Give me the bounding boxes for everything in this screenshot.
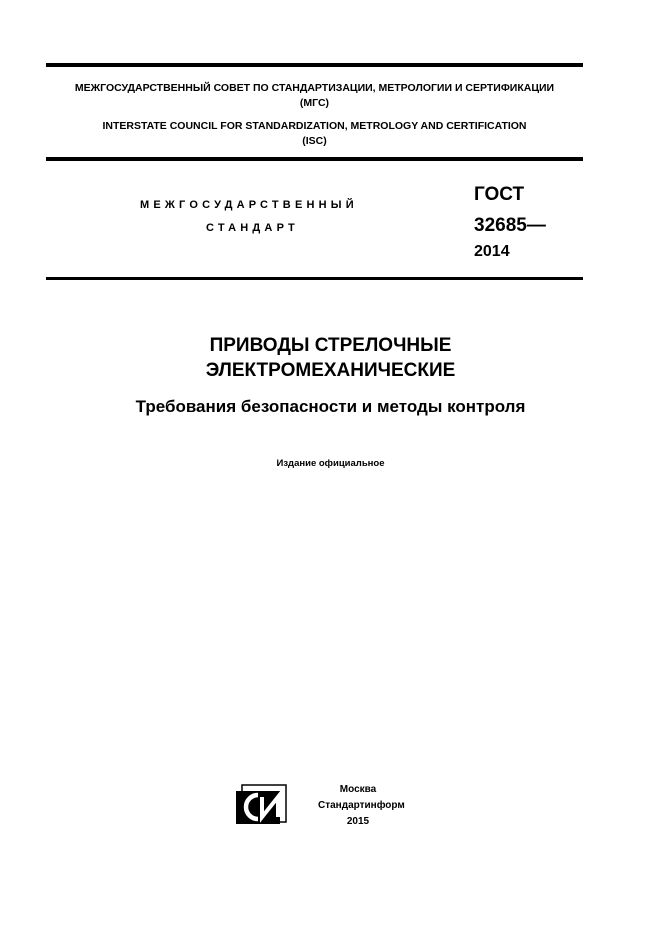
publisher-block [318, 782, 405, 830]
title-line2: ЭЛЕКТРОМЕХАНИЧЕСКИЕ [205, 360, 456, 381]
document-title [0, 333, 661, 383]
council-ru-name: МЕЖГОСУДАРСТВЕННЫЙ СОВЕТ ПО СТАНДАРТИЗАЦИИ, МЕТРОЛОГИИ И СЕРТИФИКАЦИИ [74, 82, 555, 94]
council-ru [46, 81, 583, 111]
standard-type-line2: СТАНДАРТ [206, 222, 299, 234]
gost-year: 2014 [474, 243, 510, 260]
document-subtitle: Требования безопасности и методы контроля [135, 397, 526, 416]
publisher-city: Москва [339, 784, 377, 795]
standard-type-line1: МЕЖГОСУДАРСТВЕННЫЙ [140, 199, 358, 211]
title-line1: ПРИВОДЫ СТРЕЛОЧНЫЕ [209, 335, 452, 356]
top-rule [46, 63, 583, 67]
header-bottom-rule [46, 157, 583, 161]
council-en-abbr: (ISC) [302, 135, 327, 147]
edition-note: Издание официальное [276, 458, 385, 469]
gost-number: 32685— [474, 215, 546, 236]
standard-bottom-rule [46, 277, 583, 280]
gost-label: ГОСТ [474, 184, 525, 205]
standartinform-logo-icon [234, 783, 288, 826]
council-en-name: INTERSTATE COUNCIL FOR STANDARDIZATION, METROLOGY AND CERTIFICATION [102, 120, 527, 132]
council-en [46, 119, 583, 149]
publisher-name: Стандартинформ [318, 800, 405, 811]
publisher-year: 2015 [346, 816, 370, 827]
council-ru-abbr: (МГС) [299, 97, 330, 109]
